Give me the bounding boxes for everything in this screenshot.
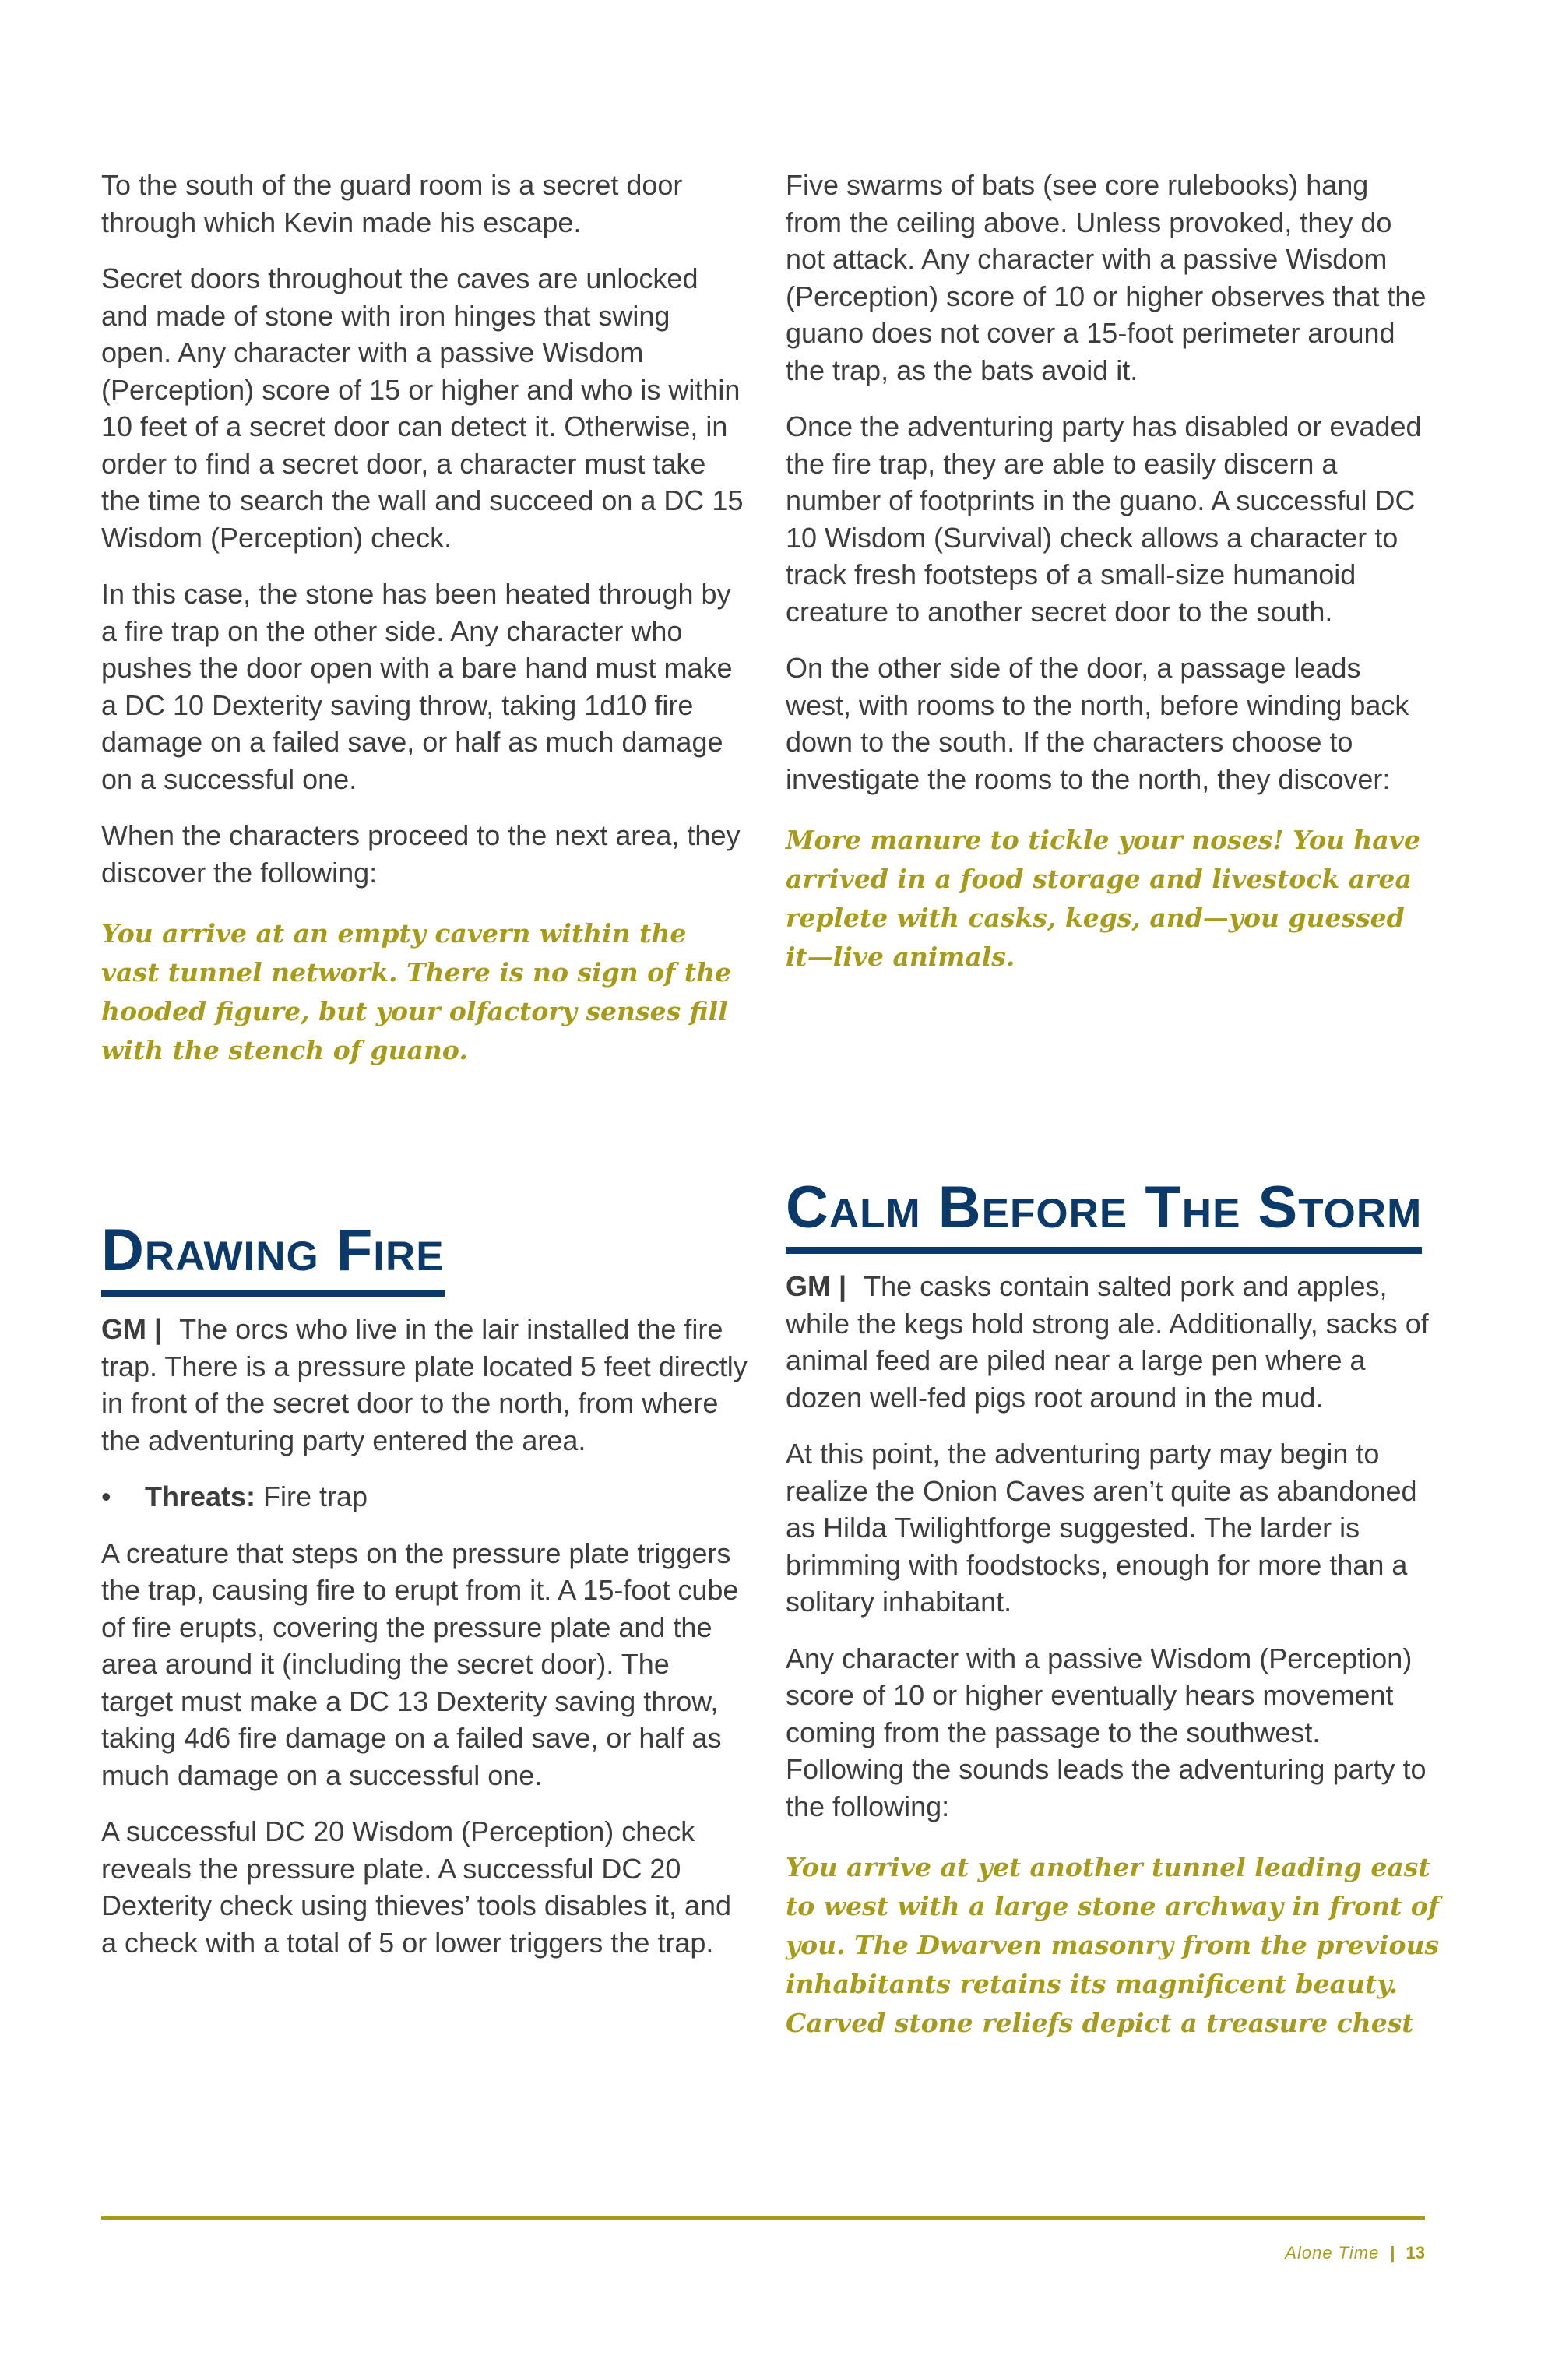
left-column-bottom bbox=[101, 1215, 748, 1980]
gm-paragraph bbox=[786, 1268, 1440, 1416]
right-column-top bbox=[786, 167, 1432, 996]
gm-text: The orcs who live in the lair installed the fire trap. There is a pressure plate located 5 feet directly in front of the secret door to the north, from where the adventuring party entered the area. bbox=[101, 1313, 748, 1456]
bullet-label: Threats: bbox=[145, 1480, 256, 1512]
paragraph: Once the adventuring party has disabled or evaded the fire trap, they are able to easily discern a number of footprints in the guano. A successful DC 10 Wisdom (Survival) check allows a character to track fresh footsteps of a small-size humanoid creature to another secret door to the south. bbox=[786, 410, 1422, 628]
page-footer bbox=[1285, 2243, 1425, 2263]
paragraph: Any character with a passive Wisdom (Perception) score of 10 or higher eventually hears movement coming from the passage to the southwest. Following the sounds leads the adventuring party to the following: bbox=[786, 1642, 1427, 1822]
flavor-text: You arrive at an empty cavern within the vast tunnel network. There is no sign of the hooded figure, but your olfactory senses fill with the stench of guano. bbox=[101, 918, 732, 1065]
right-column-bottom bbox=[786, 1172, 1440, 2062]
left-column-top bbox=[101, 167, 748, 1090]
paragraph: A creature that steps on the pressure plate triggers the trap, causing fire to erupt from it. A 15-foot cube of fire erupts, covering the pressure plate and the area around it (including the secret door). The target must make a DC 13 Dexterity saving throw, taking 4d6 fire damage on a failed save, or half as much damage on a successful one. bbox=[101, 1537, 739, 1791]
section-heading-calm-before-the-storm: Calm Before The Storm bbox=[786, 1172, 1422, 1254]
flavor-text: More manure to tickle your noses! You have arrived in a food storage and livestock area replete with casks, kegs, and—you guessed it—live animals. bbox=[786, 825, 1420, 972]
paragraph: On the other side of the door, a passage leads west, with rooms to the north, before winding back down to the south. If the characters choose to investigate the rooms to the north, they discover: bbox=[786, 652, 1409, 795]
paragraph: Secret doors throughout the caves are unlocked and made of stone with iron hinges that swing open. Any character with a passive Wisdom (Perception) score of 15 or higher and who is within 10 feet of a secret door can detect it. Otherwise, in order to find a secret door, a character must take the time to search the wall and succeed on a DC 15 Wisdom (Perception) check. bbox=[101, 262, 744, 554]
bullet-icon: • bbox=[101, 1480, 111, 1512]
gm-label: GM | bbox=[786, 1270, 847, 1302]
bullet-item bbox=[101, 1478, 748, 1516]
footer-title: Alone Time bbox=[1285, 2243, 1380, 2262]
paragraph: When the characters proceed to the next area, they discover the following: bbox=[101, 819, 741, 889]
page-number: 13 bbox=[1406, 2243, 1425, 2262]
paragraph: At this point, the adventuring party may begin to realize the Onion Caves aren’t quite as abandoned as Hilda Twilightforge suggested. The larder is brimming with foodstocks, enough for more than a solitary inhabitant. bbox=[786, 1438, 1417, 1618]
gm-label: GM | bbox=[101, 1313, 163, 1345]
paragraph: In this case, the stone has been heated through by a fire trap on the other side. Any character who pushes the door open with a bare hand must make a DC 10 Dexterity saving throw, taking 1d10 fire damage on a failed save, or half as much damage on a successful one. bbox=[101, 578, 733, 795]
gm-paragraph bbox=[101, 1311, 748, 1459]
paragraph: To the south of the guard room is a secret door through which Kevin made his escape. bbox=[101, 169, 683, 238]
bullet-text: Fire trap bbox=[263, 1480, 368, 1512]
footer-separator: | bbox=[1390, 2243, 1395, 2262]
flavor-text: You arrive at yet another tunnel leading east to west with a large stone archway in front of you. The Dwarven masonry from the previous inhabitants retains its magnificent beauty. Carved stone reliefs depict a treasure chest bbox=[786, 1852, 1440, 2038]
footer-divider bbox=[101, 2216, 1425, 2220]
gm-text: The casks contain salted pork and apples, while the kegs hold strong ale. Additionally, sacks of animal feed are piled near a large pen where a dozen well-fed pigs root around in the mud. bbox=[786, 1270, 1429, 1414]
paragraph: A successful DC 20 Wisdom (Perception) check reveals the pressure plate. A successful DC 20 Dexterity check using thieves’ tools disables it, and a check with a total of 5 or lower triggers the trap. bbox=[101, 1815, 732, 1959]
paragraph: Five swarms of bats (see core rulebooks) hang from the ceiling above. Unless provoked, they do not attack. Any character with a passive Wisdom (Perception) score of 10 or higher observes that the guano does not cover a 15-foot perimeter around the trap, as the bats avoid it. bbox=[786, 169, 1427, 386]
section-heading-drawing-fire: Drawing Fire bbox=[101, 1215, 445, 1297]
